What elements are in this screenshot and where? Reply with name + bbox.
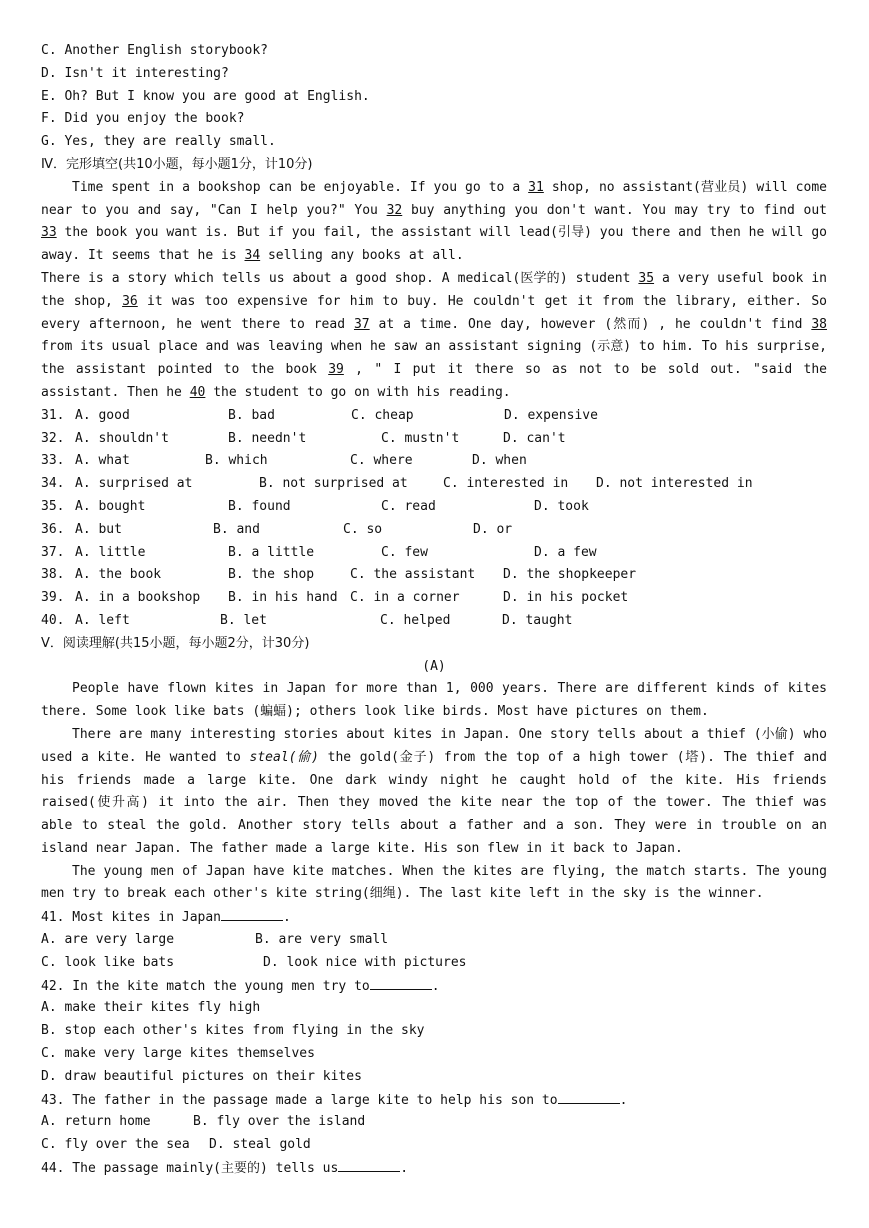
text-run: shop, no assistant(营业员) will come near to you and say, "Can I help you?" You <box>41 179 827 218</box>
cloze-question-row <box>41 405 827 428</box>
q43-options-row-2 <box>41 1134 827 1157</box>
cloze-question-row <box>41 542 827 565</box>
text-run: the book you want is. But if you fail, the assistant will lead(引导) you there and then he will go away. It seems that he is <box>41 225 827 264</box>
question-number: 38. <box>41 567 65 583</box>
reading-paragraph-1: People have flown kites in Japan for more than 1, 000 years. There are different kinds of kites there. Some look like bats (蝙蝠); others look like birds. Most have pictures on them. <box>41 681 827 720</box>
option: C. mustn't <box>381 430 460 446</box>
blank-39: 39 <box>328 362 344 378</box>
option: A. return home <box>41 1114 151 1130</box>
q41-options-row-2 <box>41 952 827 975</box>
text-run: , " I put it there so as not to be sold out. "said the assistant. Then he <box>41 362 827 400</box>
option-line: G. Yes, they are really small. <box>41 134 276 150</box>
option: D. the shopkeeper <box>503 567 637 583</box>
question-number: 35. <box>41 498 65 514</box>
option: C. read <box>381 498 436 514</box>
blank-33: 33 <box>41 225 57 241</box>
option-line: C. Another English storybook? <box>41 43 268 58</box>
option: D. in his pocket <box>503 590 629 606</box>
question-number: 34. <box>41 476 65 492</box>
text-run: Time spent in a bookshop can be enjoyable. If you go to a <box>72 179 529 195</box>
option: D. draw beautiful pictures on their kites <box>41 1068 362 1084</box>
option: C. the assistant <box>350 567 476 583</box>
answer-blank <box>221 906 283 921</box>
blank-31: 31 <box>528 179 544 195</box>
option: A. left <box>75 612 130 628</box>
option: C. few <box>381 544 428 560</box>
option: D. when <box>472 453 527 469</box>
period: . <box>283 910 291 926</box>
prev-options <box>41 40 827 154</box>
period: . <box>431 978 440 994</box>
question-text: 41. Most kites in Japan <box>41 910 222 926</box>
option: C. helped <box>380 612 451 628</box>
cloze-question-row <box>41 519 827 542</box>
answer-blank <box>558 1089 620 1104</box>
option: D. can't <box>503 430 566 446</box>
question-43 <box>41 1089 827 1112</box>
question-number: 36. <box>41 521 65 537</box>
option-line: F. Did you enjoy the book? <box>41 111 245 127</box>
option: A. what <box>75 453 130 469</box>
option: D. not interested in <box>596 476 753 492</box>
cloze-question-row <box>41 496 827 519</box>
option: B. found <box>228 498 291 514</box>
text-run: buy anything you don't want. You may try to find out <box>402 202 827 218</box>
text-run: There are many interesting stories about kites in Japan. One story tells about a thief (小偷) who used a kite. He wanted to <box>41 726 827 765</box>
q41-options-row-1 <box>41 929 827 952</box>
blank-32: 32 <box>386 202 403 218</box>
text-run: the gold(金子) from the top of a high tower (塔). The thief and his friends made a large kite. One dark windy night he caught hold of the kite. His friends raised(使升高) it into the air. Then they moved the kite near the top of the tower. The thief was able to steal the gold. Another story tells about a father and a son. They were in trouble on an island near Japan. The father made a large kite. His son flew in it back to Japan. <box>41 749 827 856</box>
blank-36: 36 <box>122 293 138 309</box>
text-run: selling any books at all. <box>260 248 464 264</box>
text-run: the student to go on with his reading. <box>205 384 511 400</box>
period: . <box>619 1092 628 1108</box>
option: B. stop each other's kites from flying in the sky <box>41 1023 425 1039</box>
option: B. which <box>205 453 268 469</box>
option: A. are very large <box>41 932 175 948</box>
option: C. make very large kites themselves <box>41 1046 315 1062</box>
cloze-options <box>41 405 827 633</box>
option: B. the shop <box>228 567 315 583</box>
passage-label: (A) <box>422 658 446 674</box>
text-run: at a time. One day, however (然而) , he couldn't find <box>369 316 812 332</box>
option: D. took <box>534 498 589 514</box>
answer-blank <box>338 1157 400 1172</box>
option: C. look like bats <box>41 954 175 970</box>
answer-blank <box>370 975 432 990</box>
option: D. or <box>473 521 513 537</box>
option: D. steal gold <box>209 1137 311 1153</box>
option: C. fly over the sea <box>41 1137 190 1153</box>
question-text: 44. The passage mainly(主要的) tells us <box>41 1161 339 1177</box>
blank-34: 34 <box>244 248 261 264</box>
option: C. in a corner <box>350 590 460 606</box>
question-text: 42. In the kite match the young men try to <box>41 978 370 994</box>
option: B. fly over the island <box>193 1114 366 1130</box>
option-line: D. Isn't it interesting? <box>41 65 229 81</box>
cloze-question-row <box>41 587 827 610</box>
option: B. bad <box>228 407 275 423</box>
option: A. in a bookshop <box>75 590 201 606</box>
blank-37: 37 <box>353 316 370 332</box>
option: D. look nice with pictures <box>263 954 467 970</box>
question-44 <box>41 1157 827 1180</box>
option: B. needn't <box>228 430 307 446</box>
option: C. so <box>343 521 383 537</box>
option: B. let <box>220 612 267 628</box>
option: A. little <box>75 544 146 560</box>
option: C. where <box>350 453 413 469</box>
cloze-question-row <box>41 428 827 451</box>
question-number: 40. <box>41 612 65 628</box>
question-number: 39. <box>41 590 65 606</box>
question-number: 31. <box>41 407 65 423</box>
text-run: There is a story which tells us about a good shop. A medical(医学的) student <box>41 270 639 286</box>
text-run: it was too expensive for him to buy. He couldn't get it from the library, either. So every afternoon, he went there to read <box>41 293 827 332</box>
option: A. shouldn't <box>75 430 169 446</box>
option: C. cheap <box>351 407 414 423</box>
option: A. the book <box>75 567 162 583</box>
option: A. but <box>75 521 122 537</box>
reading-paragraph-3: The young men of Japan have kite matches. When the kites are flying, the match starts. The young men try to break each other's kite string(细绳). The last kite left in the sky is the winner. <box>41 863 827 902</box>
exam-page <box>41 40 827 1180</box>
reading-paragraph-2 <box>41 724 827 861</box>
cloze-question-row <box>41 473 827 496</box>
q43-options-row-1 <box>41 1111 827 1134</box>
option: B. and <box>213 521 260 537</box>
question-41 <box>41 906 827 929</box>
text-run: from its usual place and was leaving when he saw an assistant signing (示意) to him. To his surprise, the assistant pointed to the book <box>41 339 827 378</box>
question-42 <box>41 975 827 998</box>
option: B. in his hand <box>228 590 338 606</box>
option: D. a few <box>534 544 597 560</box>
option: D. expensive <box>504 407 598 423</box>
cloze-paragraph-1 <box>41 177 827 268</box>
cloze-paragraph-2 <box>41 268 827 405</box>
option: B. a little <box>228 544 315 560</box>
option: A. surprised at <box>75 476 193 492</box>
question-number: 33. <box>41 453 65 469</box>
option: D. taught <box>502 612 573 628</box>
period: . <box>400 1161 409 1177</box>
option: B. not surprised at <box>259 476 408 492</box>
blank-35: 35 <box>638 270 655 286</box>
blank-38: 38 <box>811 316 827 332</box>
option: A. good <box>75 407 130 423</box>
question-text: 43. The father in the passage made a large kite to help his son to <box>41 1092 558 1108</box>
option-line: E. Oh? But I know you are good at English. <box>41 88 370 104</box>
option: A. bought <box>75 498 146 514</box>
option: B. are very small <box>255 932 389 948</box>
text-run: a very useful book in the shop, <box>41 270 827 309</box>
option: A. make their kites fly high <box>41 1000 261 1016</box>
italic-word: steal(偷) <box>249 749 319 765</box>
question-number: 37. <box>41 544 65 560</box>
section-heading-cloze: Ⅳ．完形填空(共10小题，每小题1分，计10分) <box>41 156 313 172</box>
cloze-question-row <box>41 450 827 473</box>
section-heading-reading: V．阅读理解(共15小题，每小题2分，计30分) <box>41 635 310 651</box>
cloze-question-row <box>41 610 827 633</box>
question-number: 32. <box>41 430 65 446</box>
option: C. interested in <box>443 476 569 492</box>
cloze-question-row <box>41 564 827 587</box>
blank-40: 40 <box>189 384 206 400</box>
